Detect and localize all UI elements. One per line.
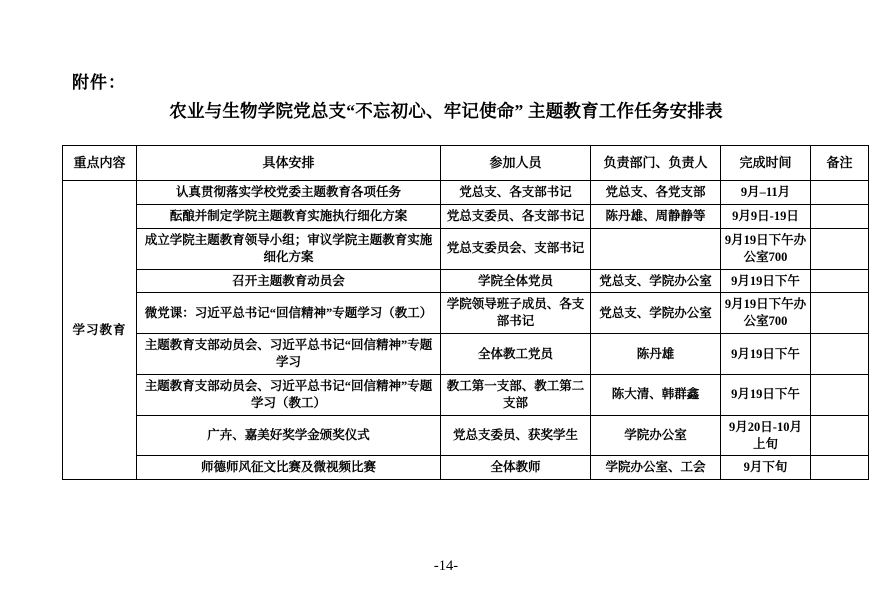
column-header-participants: 参加人员 [441,146,591,181]
cell-participants: 学院领导班子成员、各支部书记 [441,293,591,334]
table-row [63,228,869,269]
cell-arrangement: 主题教育支部动员会、习近平总书记“回信精神”专题学习（教工） [137,374,441,415]
cell-department: 陈大清、韩群鑫 [591,374,721,415]
page-title: 农业与生物学院党总支“不忘初心、牢记使命” 主题教育工作任务安排表 [169,101,723,121]
cell-department: 学院办公室 [591,415,721,456]
column-header-arrangement: 具体安排 [137,146,441,181]
cell-department: 陈丹雄 [591,334,721,375]
cell-remark [811,228,869,269]
cell-participants: 学院全体党员 [441,269,591,293]
column-header-completion-time: 完成时间 [721,146,811,181]
cell-remark [811,374,869,415]
table-row [63,293,869,334]
cell-department: 党总支、学院办公室 [591,293,721,334]
cell-arrangement: 成立学院主题教育领导小组；审议学院主题教育实施细化方案 [137,228,441,269]
cell-arrangement: 广卉、嘉美好奖学金颁奖仪式 [137,415,441,456]
cell-participants: 全体教师 [441,456,591,480]
page-number: -14- [433,558,459,574]
cell-completion-time: 9月–11月 [721,181,811,205]
cell-completion-time: 9月20日-10月上旬 [721,415,811,456]
schedule-table-wrapper [62,145,868,480]
table-row [63,334,869,375]
cell-department: 党总支、各党支部 [591,181,721,205]
cell-arrangement: 师德师风征文比赛及微视频比赛 [137,456,441,480]
cell-completion-time: 9月下旬 [721,456,811,480]
cell-participants: 党总支委员会、支部书记 [441,228,591,269]
cell-participants: 党总支委员、获奖学生 [441,415,591,456]
cell-remark [811,293,869,334]
table-row [63,204,869,228]
attachment-label: 附件： [72,73,126,92]
cell-department: 党总支、学院办公室 [591,269,721,293]
topic-cell-learning-education: 学习教育 [63,181,137,480]
cell-department: 陈丹雄、周静静等 [591,204,721,228]
schedule-table [62,145,869,480]
cell-remark [811,181,869,205]
table-body [63,181,869,480]
cell-completion-time: 9月19日下午办公室700 [721,228,811,269]
cell-arrangement: 微党课：习近平总书记“回信精神”专题学习（教工） [137,293,441,334]
cell-remark [811,415,869,456]
cell-arrangement: 主题教育支部动员会、习近平总书记“回信精神”专题学习 [137,334,441,375]
cell-arrangement: 召开主题教育动员会 [137,269,441,293]
table-header [63,146,869,181]
cell-participants: 党总支委员、各支部书记 [441,204,591,228]
table-row [63,374,869,415]
table-row [63,456,869,480]
table-row [63,415,869,456]
cell-department: 学院办公室、工会 [591,456,721,480]
cell-remark [811,334,869,375]
cell-completion-time: 9月9日-19日 [721,204,811,228]
cell-completion-time: 9月19日下午 [721,269,811,293]
cell-remark [811,269,869,293]
cell-remark [811,204,869,228]
cell-department [591,228,721,269]
cell-arrangement: 认真贯彻落实学校党委主题教育各项任务 [137,181,441,205]
cell-completion-time: 9月19日下午 [721,374,811,415]
column-header-topic: 重点内容 [63,146,137,181]
cell-participants: 教工第一支部、教工第二支部 [441,374,591,415]
table-header-row [63,146,869,181]
table-row [63,269,869,293]
column-header-remark: 备注 [811,146,869,181]
cell-completion-time: 9月19日下午 [721,334,811,375]
cell-arrangement: 酝酿并制定学院主题教育实施执行细化方案 [137,204,441,228]
cell-remark [811,456,869,480]
table-row [63,181,869,205]
column-header-department: 负责部门、负责人 [591,146,721,181]
cell-participants: 全体教工党员 [441,334,591,375]
cell-participants: 党总支、各支部书记 [441,181,591,205]
cell-completion-time: 9月19日下午办公室700 [721,293,811,334]
